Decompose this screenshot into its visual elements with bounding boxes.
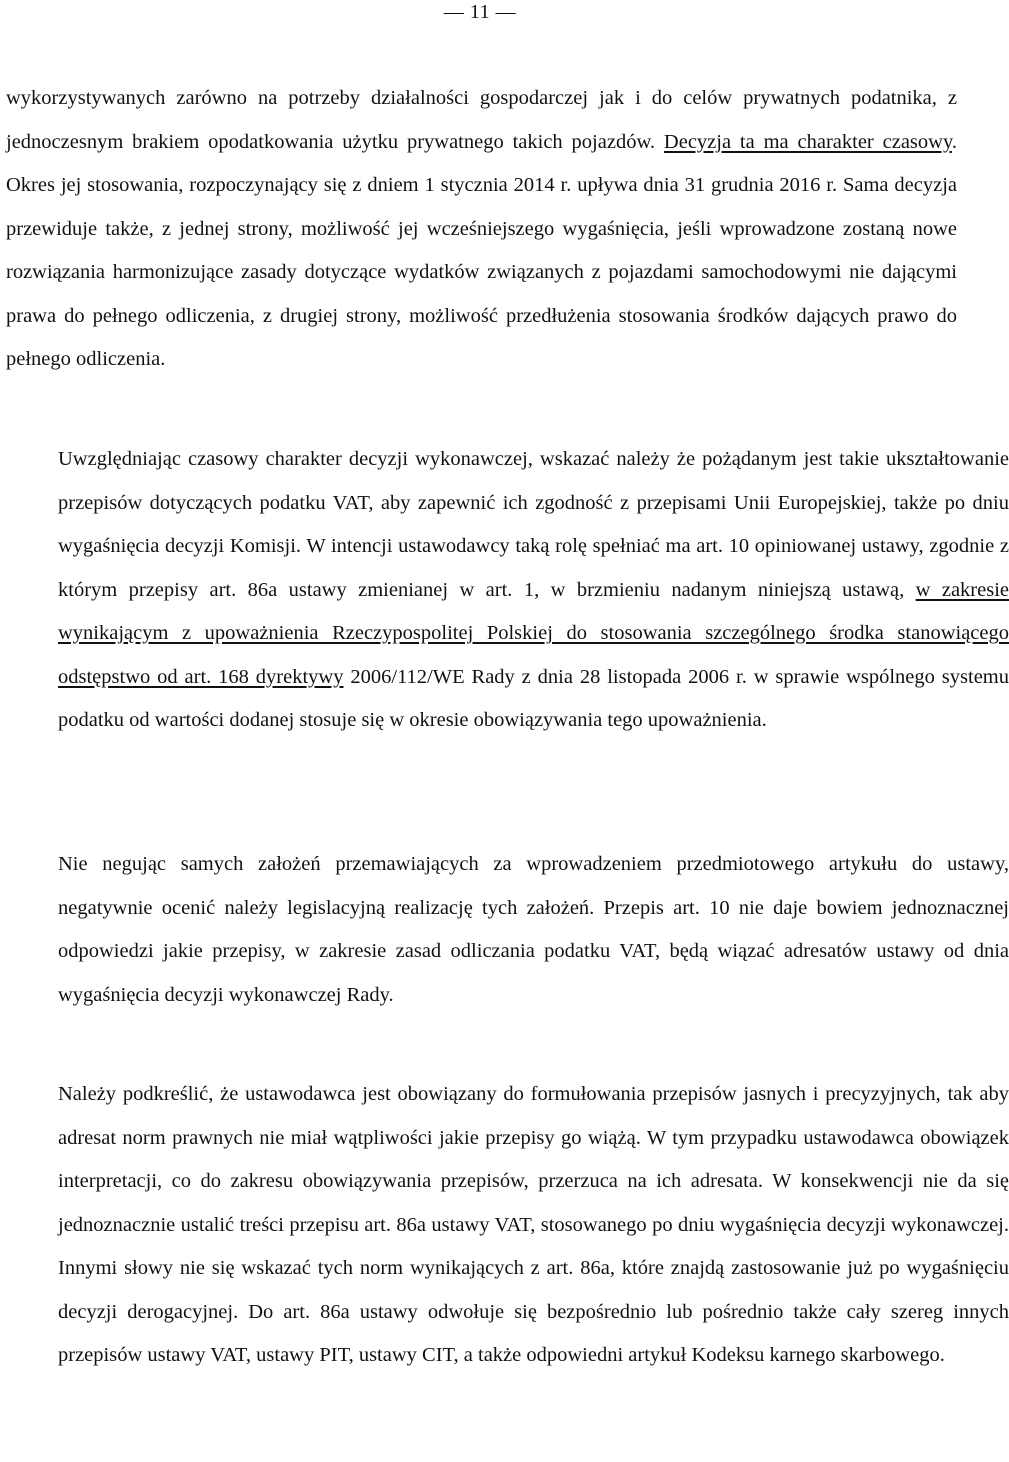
paragraph-3 bbox=[6, 843, 1009, 1017]
paragraph-2 bbox=[6, 438, 1009, 743]
paragraph-4-run-1: Należy podkreślić, że ustawodawca jest obowiązany do formułowania przepisów jasnych i precyzyjnych, tak aby adresat norm prawnych nie miał wątpliwości jakie przepisy go wiążą. W tym przypadku ustawodawca obowiązek interpretacji, co do zakresu obowiązywania przepisów, przerzuca na ich adresata. W konsekwencji nie da się jednoznacznie ustalić treści przepisu art. 86a ustawy VAT, stosowanego po dniu wygaśnięcia decyzji wykonawczej. Innymi słowy nie się wskazać tych norm wynikających z art. 86a, które znajdą zastosowanie już po wygaśnięciu decyzji derogacyjnej. Do art. 86a ustawy odwołuje się bezpośrednio lub pośrednio także cały szereg innych przepisów ustawy VAT, ustawy PIT, ustawy CIT, a także odpowiedni artykuł Kodeksu karnego skarbowego. bbox=[58, 1083, 1009, 1366]
paragraph-1-run-1: wykorzystywanych zarówno na potrzeby działalności gospodarczej jak i do celów prywatnych podatnika, z jednoczesnym brakiem opodatkowania użytku prywatnego takich pojazdów. bbox=[6, 87, 957, 153]
paragraph-1-underlined-run: Decyzja ta ma charakter czasowy bbox=[663, 130, 952, 153]
paragraph-1 bbox=[6, 77, 957, 382]
paragraph-2-run-3: 2006/112/WE Rady z dnia 28 listopada 2006 r. w sprawie wspólnego systemu podatku od wartości dodanej stosuje się w okresie obowiązywania tego upoważnienia. bbox=[58, 665, 1009, 731]
paragraph-3-run-1: Nie negując samych założeń przemawiających za wprowadzeniem przedmiotowego artykułu do ustawy, negatywnie ocenić należy legislacyjną realizację tych założeń. Przepis art. 10 nie daje bowiem jednoznacznej odpowiedzi jakie przepisy, w zakresie zasad odliczania podatku VAT, będą wiązać adresatów ustawy od dnia wygaśnięcia decyzji wykonawczej Rady. bbox=[58, 853, 1009, 1006]
paragraph-2-run-1: Uwzględniając czasowy charakter decyzji wykonawczej, wskazać należy że pożądanym jest takie ukształtowanie przepisów dotyczących podatku VAT, aby zapewnić ich zgodność z przepisami Unii Europejskiej, także po dniu wygaśnięcia decyzji Komisji. W intencji ustawodawcy taką rolę spełniać ma art. 10 opiniowanej ustawy, zgodnie z którym przepisy art. 86a ustawy zmienianej w art. 1, w brzmieniu nadanym niniejszą ustawą, bbox=[58, 448, 1009, 601]
paragraph-4 bbox=[6, 1073, 1009, 1378]
paragraph-1-run-3: . Okres jej stosowania, rozpoczynający się z dniem 1 stycznia 2014 r. upływa dnia 31 grudnia 2016 r. Sama decyzja przewiduje także, z jednej strony, możliwość jej wcześniejszego wygaśnięcia, jeśli wprowadzone zostaną nowe rozwiązania harmonizujące zasady dotyczące wydatków związanych z pojazdami samochodowymi nie dającymi prawa do pełnego odliczenia, z drugiej strony, możliwość przedłużenia stosowania środków dających prawo do pełnego odliczenia. bbox=[6, 130, 958, 370]
page-number: — 11 — bbox=[443, 1, 517, 23]
paragraph-2-underlined-run: w zakresie wynikającym z upoważnienia Rzeczypospolitej Polskiej do stosowania szczególnego środka stanowiącego odstępstwo od art. 168 dyrektywy bbox=[58, 578, 1009, 688]
